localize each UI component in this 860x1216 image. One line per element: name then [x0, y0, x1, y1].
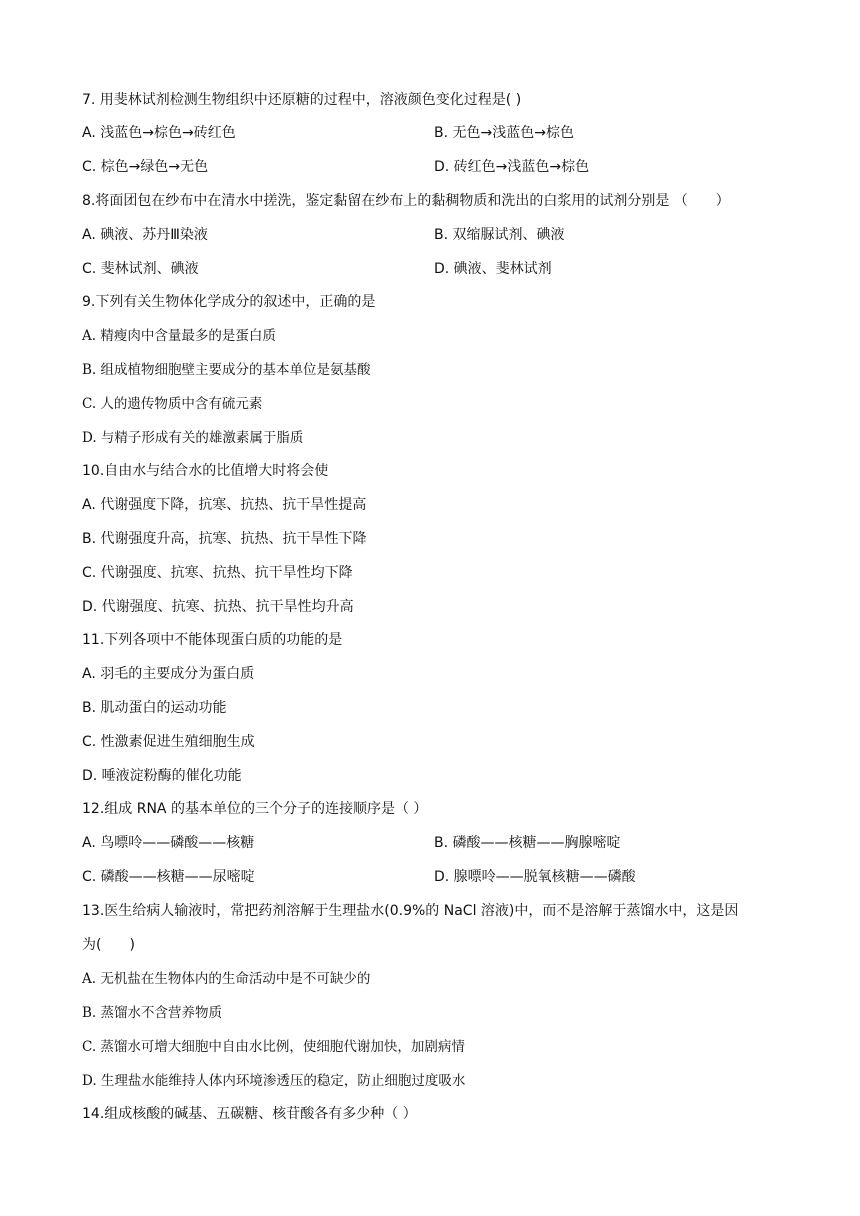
question-9-option-b: B. 组成植物细胞壁主要成分的基本单位是氨基酸: [82, 362, 371, 378]
question-13-option-d: D. 生理盐水能维持人体内环境渗透压的稳定，防止细胞过度吸水: [82, 1073, 466, 1089]
question-8-option-a: A. 碘液、苏丹Ⅲ染液: [82, 227, 208, 243]
question-9-option-d: D. 与精子形成有关的雄激素属于脂质: [82, 430, 304, 446]
question-13-option-b: B. 蒸馏水不含营养物质: [82, 1005, 223, 1021]
question-12-option-c: C. 磷酸——核糖——尿嘧啶: [82, 869, 255, 885]
question-13-stem-line1: 13.医生给病人输液时，常把药剂溶解于生理盐水(0.9%的 NaCl 溶液)中，而不是溶解于蒸馏水中，这是因: [82, 903, 739, 919]
question-8-option-d: D. 碘液、斐林试剂: [434, 261, 552, 277]
question-12-option-b: B. 磷酸——核糖——胸腺嘧啶: [434, 835, 621, 851]
question-7-stem: 7. 用斐林试剂检测生物组织中还原糖的过程中，溶液颜色变化过程是( ): [82, 92, 522, 108]
question-9-option-c: C. 人的遗传物质中含有硫元素: [82, 396, 263, 412]
question-10-option-d: D. 代谢强度、抗寒、抗热、抗干旱性均升高: [82, 599, 354, 615]
question-11-option-b: B. 肌动蛋白的运动功能: [82, 700, 227, 716]
question-7-option-a: A. 浅蓝色→棕色→砖红色: [82, 125, 236, 141]
question-12-stem: 12.组成 RNA 的基本单位的三个分子的连接顺序是（ ）: [82, 801, 428, 817]
question-11-option-c: C. 性激素促进生殖细胞生成: [82, 734, 255, 750]
question-11-stem: 11.下列各项中不能体现蛋白质的功能的是: [82, 632, 343, 648]
question-13-option-a: A. 无机盐在生物体内的生命活动中是不可缺少的: [82, 971, 371, 987]
question-7-option-c: C. 棕色→绿色→无色: [82, 159, 209, 175]
question-9-option-a: A. 精瘦肉中含量最多的是蛋白质: [82, 328, 276, 344]
question-12-option-d: D. 腺嘌呤——脱氧核糖——磷酸: [434, 869, 636, 885]
question-8-stem: 8.将面团包在纱布中在清水中搓洗，鉴定黏留在纱布上的黏稠物质和洗出的白浆用的试剂分别是 （ ）: [82, 193, 730, 209]
question-9-stem: 9.下列有关生物体化学成分的叙述中，正确的是: [82, 294, 376, 310]
question-11-option-d: D. 唾液淀粉酶的催化功能: [82, 768, 242, 784]
question-14-stem: 14.组成核酸的碱基、五碳糖、核苷酸各有多少种（ ）: [82, 1106, 417, 1122]
question-11-option-a: A. 羽毛的主要成分为蛋白质: [82, 666, 255, 682]
question-7-option-d: D. 砖红色→浅蓝色→棕色: [434, 159, 590, 175]
question-7-option-b: B. 无色→浅蓝色→棕色: [434, 125, 574, 141]
question-10-stem: 10.自由水与结合水的比值增大时将会使: [82, 463, 329, 479]
question-12-option-a: A. 鸟嘌呤——磷酸——核糖: [82, 835, 255, 851]
question-10-option-c: C. 代谢强度、抗寒、抗热、抗干旱性均下降: [82, 565, 353, 581]
question-8-option-b: B. 双缩脲试剂、碘液: [434, 227, 565, 243]
question-10-option-b: B. 代谢强度升高，抗寒、抗热、抗干旱性下降: [82, 531, 367, 547]
question-8-option-c: C. 斐林试剂、碘液: [82, 261, 199, 277]
question-10-option-a: A. 代谢强度下降，抗寒、抗热、抗干旱性提高: [82, 497, 367, 513]
question-13-stem-line2: 为( ): [82, 937, 135, 953]
question-13-option-c: C. 蒸馏水可增大细胞中自由水比例，使细胞代谢加快，加剧病情: [82, 1039, 465, 1055]
